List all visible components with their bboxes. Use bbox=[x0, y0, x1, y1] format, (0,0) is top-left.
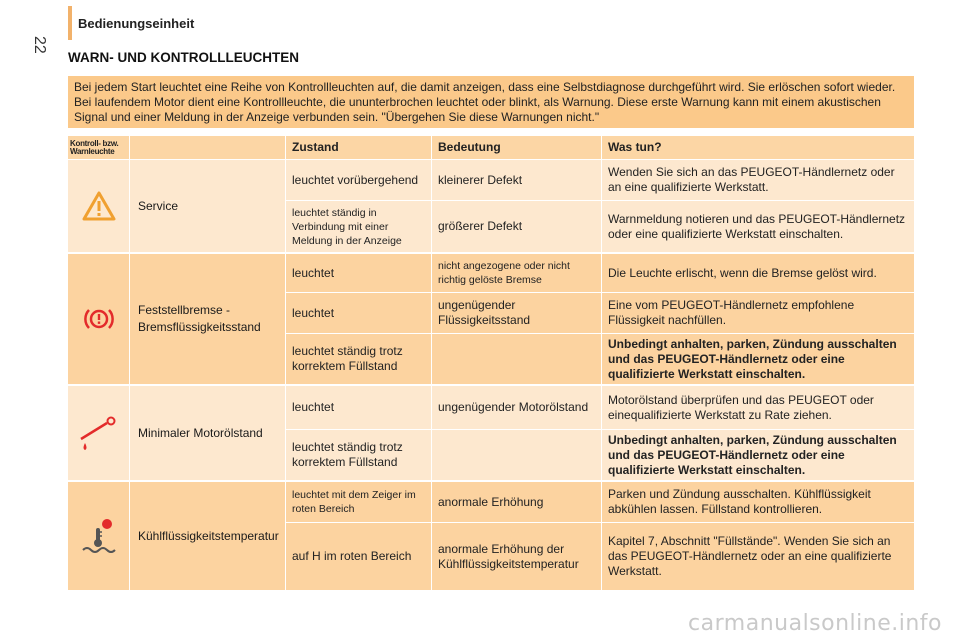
header-state: Zustand bbox=[286, 136, 432, 159]
table-row: leuchtet ungenügender Flüssigkeitsstand Eine vom PEUGEOT-Händlernetz empfohlene Flüssigkeit nachfüllen. bbox=[286, 293, 914, 334]
table-row: leuchtet ständig trotz korrektem Füllstand Unbedingt anhalten, parken, Zündung ausschalten und das PEUGEOT-Händlernetz oder eine qualifizierte Werkstatt einschalten. bbox=[286, 430, 914, 480]
table-row: leuchtet vorübergehend kleinerer Defekt Wenden Sie sich an das PEUGEOT-Händlernetz oder an eine qualifizierte Werkstatt. bbox=[286, 160, 914, 201]
coolant-temperature-icon bbox=[68, 482, 130, 590]
header-accent-bar bbox=[68, 6, 72, 40]
intro-text: Bei jedem Start leuchtet eine Reihe von Kontrollleuchten auf, die damit anzeigen, dass eine Selbstdiagnose durchgeführt wird. Sie erlöschen sofort wieder. Bei laufendem Motor dient eine Kontrollleuchte, die ununterbrochen leuchtet oder blinkt, als Warnung. Diese erste Warnung kann mit einem akustischen Signal und einer Meldung in der Anzeige verbunden sein. "Übergehen Sie diese Warnungen nicht." bbox=[68, 76, 914, 128]
header-meaning: Bedeutung bbox=[432, 136, 602, 159]
page-number: 22 bbox=[31, 36, 48, 54]
group-name: Kühlflüssigkeitstemperatur bbox=[130, 482, 286, 590]
table-header-row bbox=[68, 136, 914, 160]
table-row: leuchtet ungenügender Motorölstand Motorölstand überprüfen und das PEUGEOT oder einequalifizierte Werkstatt zu Rate ziehen. bbox=[286, 386, 914, 430]
group-name: Minimaler Motorölstand bbox=[130, 386, 286, 480]
table-row: auf H im roten Bereich anormale Erhöhung der Kühlflüssigkeitstemperatur Kapitel 7, Abschnitt "Füllstände". Wenden Sie sich an das PEUGEOT-Händlernetz oder an eine qualifizierte Werkstatt. bbox=[286, 523, 914, 590]
table-row: leuchtet mit dem Zeiger im roten Bereich anormale Erhöhung Parken und Zündung ausschalten. Kühlflüssigkeit abkühlen lassen. Füllstand kontrollieren. bbox=[286, 482, 914, 523]
warning-lights-table bbox=[68, 136, 914, 592]
section-title: WARN- UND KONTROLLLEUCHTEN bbox=[68, 50, 299, 65]
header-light: Kontroll- bzw. Warnleuchte bbox=[68, 136, 130, 159]
warning-triangle-icon bbox=[68, 160, 130, 252]
group-brake bbox=[68, 254, 914, 386]
watermark: carmanualsonline.info bbox=[688, 611, 942, 636]
group-service bbox=[68, 160, 914, 254]
oil-can-icon bbox=[68, 386, 130, 480]
header-name bbox=[130, 136, 286, 159]
table-row: leuchtet ständig in Verbindung mit einer Meldung in der Anzeige größerer Defekt Warnmeldung notieren und das PEUGEOT-Händlernetz oder eine qualifizierte Werkstatt einschalten. bbox=[286, 201, 914, 252]
table-row: leuchtet ständig trotz korrektem Füllstand Unbedingt anhalten, parken, Zündung ausschalten und das PEUGEOT-Händlernetz oder eine qualifizierte Werkstatt einschalten. bbox=[286, 334, 914, 384]
header-action: Was tun? bbox=[608, 140, 662, 154]
group-oil bbox=[68, 386, 914, 482]
group-coolant bbox=[68, 482, 914, 592]
header-title: Bedienungseinheit bbox=[78, 16, 195, 31]
brake-warning-icon bbox=[68, 254, 130, 384]
group-name: Feststellbremse - Bremsflüssigkeitsstand bbox=[130, 254, 286, 384]
table-row: leuchtet nicht angezogene oder nicht richtig gelöste Bremse Die Leuchte erlischt, wenn die Bremse gelöst wird. bbox=[286, 254, 914, 293]
group-name: Service bbox=[130, 160, 286, 252]
